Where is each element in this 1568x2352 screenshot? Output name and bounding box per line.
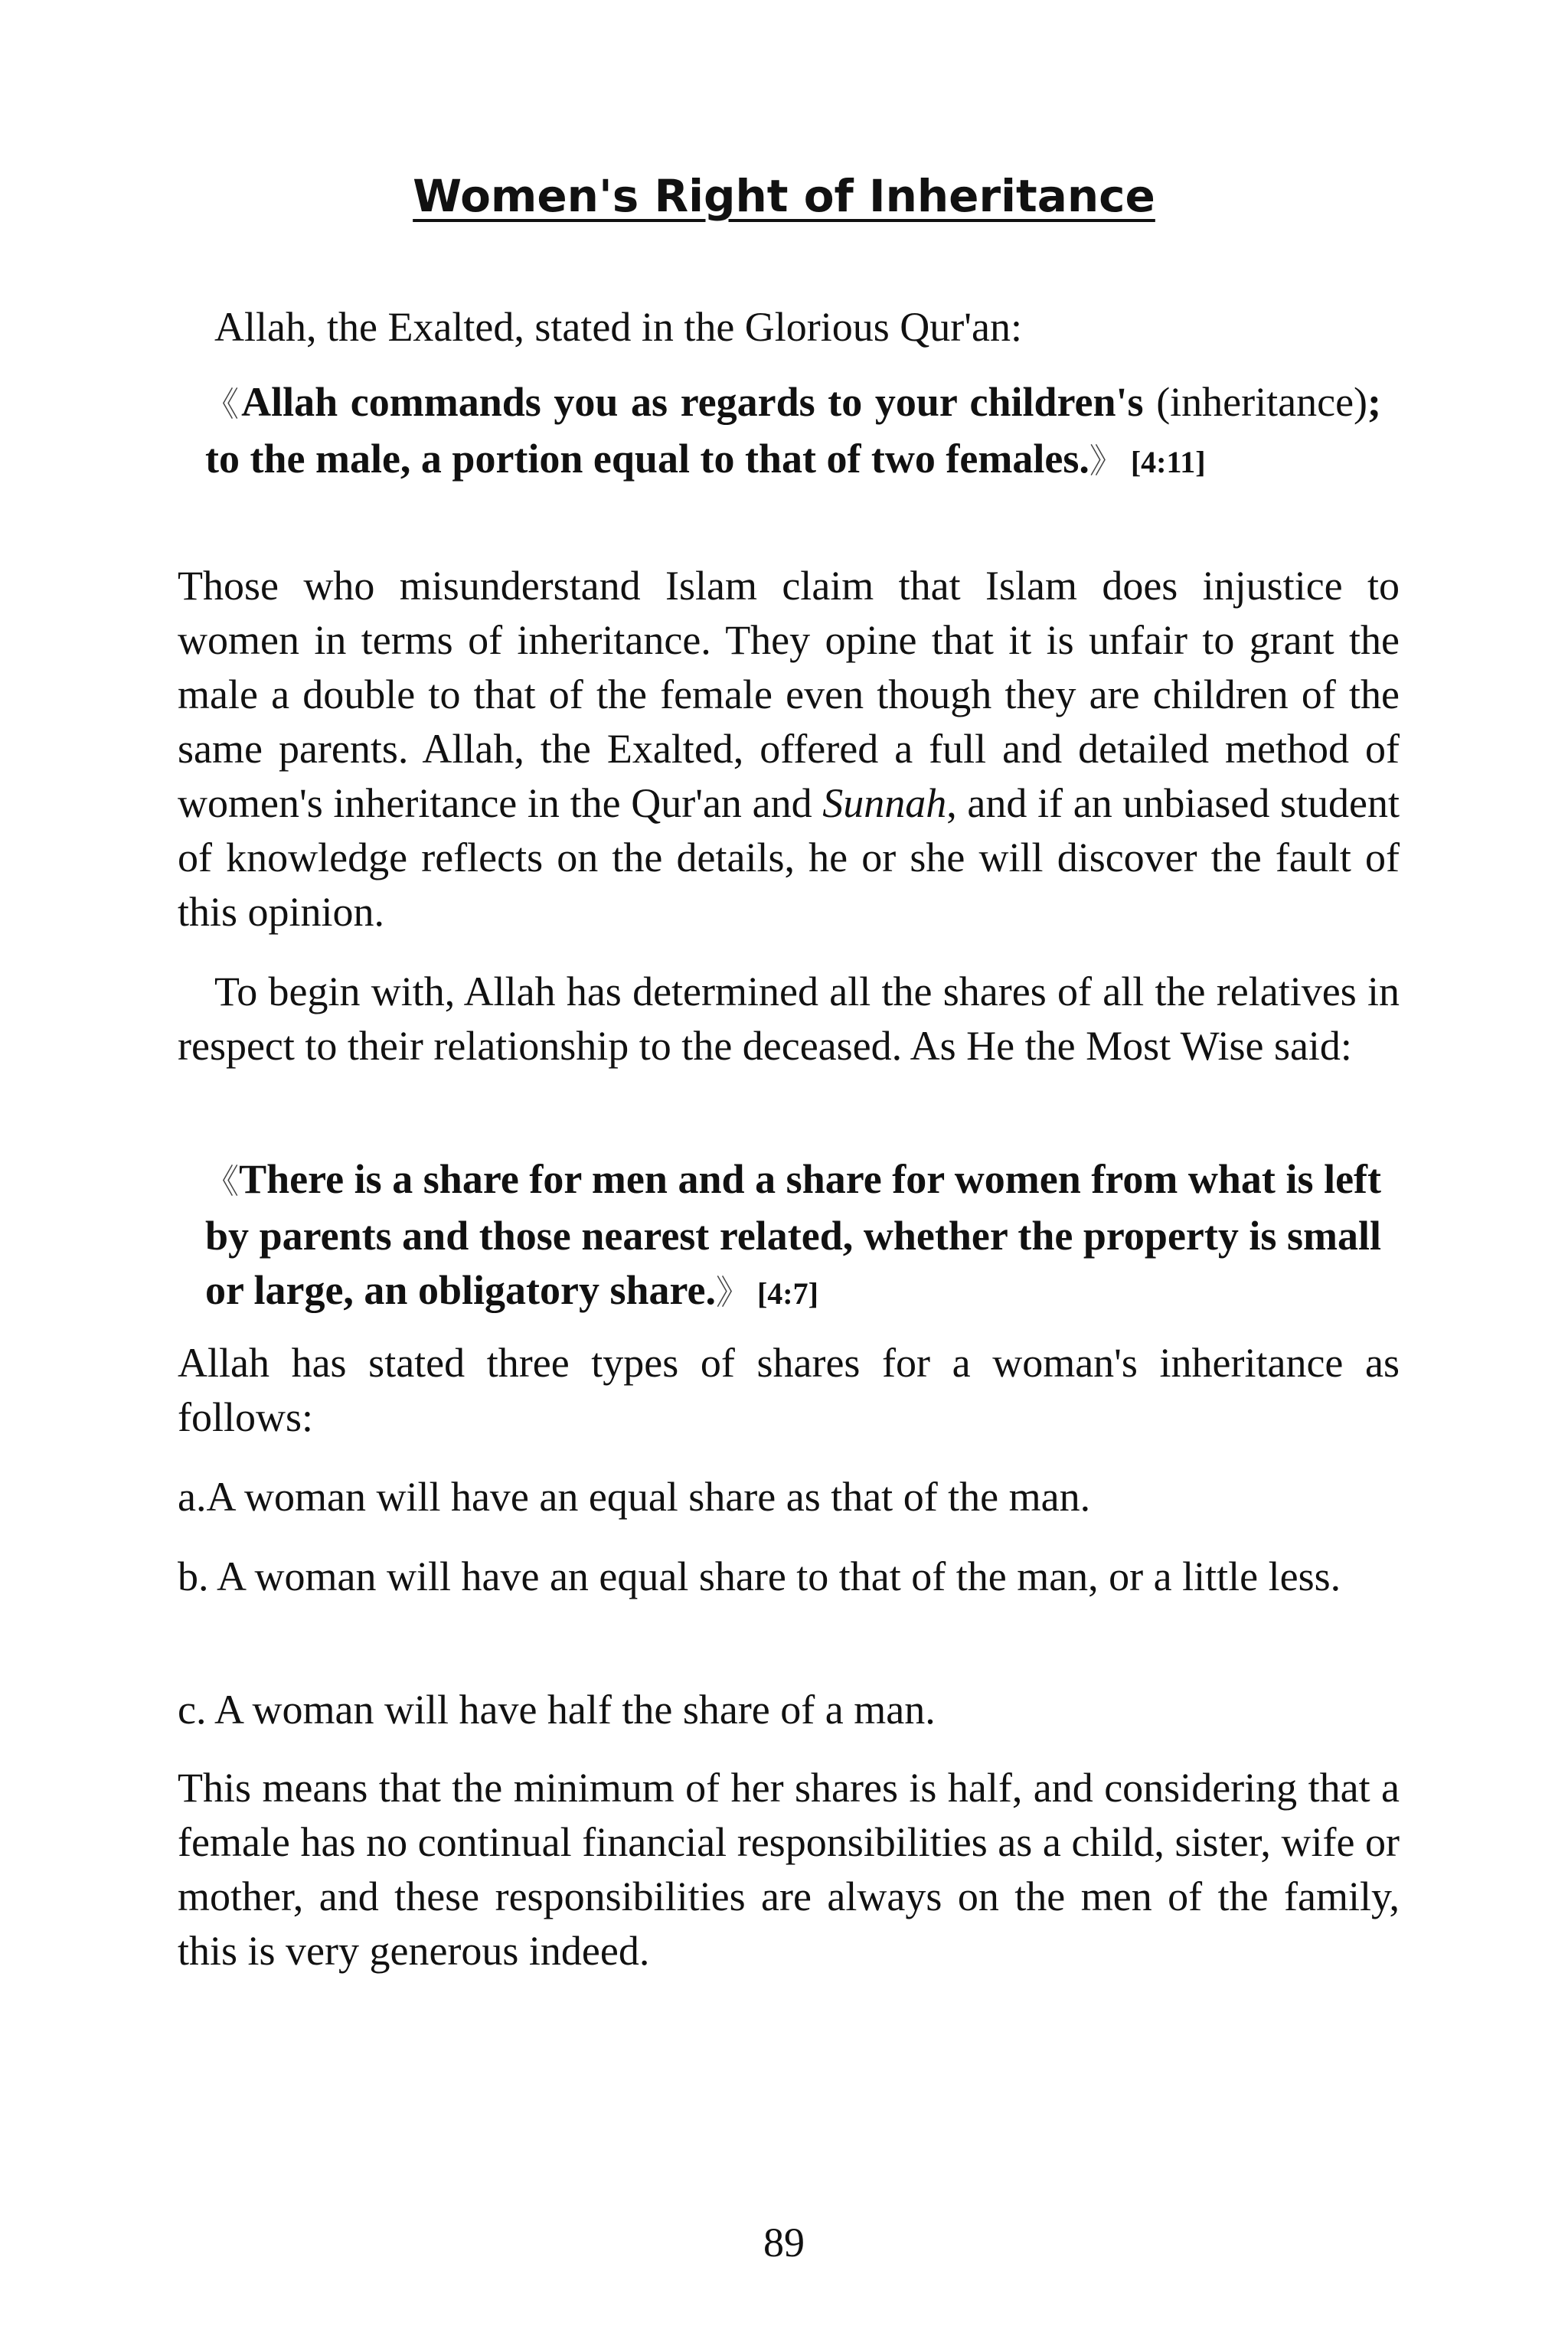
page-number: 89: [763, 2220, 805, 2265]
list-item-b: b. A woman will have an equal share to that of the man, or a little less.: [178, 1553, 1341, 1599]
paragraph-shares: To begin with, Allah has determined all the shares of all the relatives in respect to their relationship to the deceased. As He the Most Wise said:: [178, 969, 1400, 1069]
quran-verse-4-7: [205, 1152, 1381, 1321]
verse-text: There is a share for men and a share for women from what is left by parents and those nearest related, whether the property is small or large, an obligatory share.: [205, 1156, 1382, 1313]
paragraph-text: Those who misunderstand Islam claim that Islam does injustice to women in terms of inheritance. They opine that it is unfair to grant the male a double to that of the female even though they are children of the same parents. Allah, the Exalted, offered a full and detailed method of women's inheritance in the Qur'an and: [178, 563, 1400, 826]
page-title: Women's Right of Inheritance: [413, 170, 1155, 222]
verse-close-bracket: 》: [1089, 443, 1123, 480]
verse-open-bracket: 《: [205, 386, 242, 423]
intro-paragraph: Allah, the Exalted, stated in the Glorious Qur'an:: [214, 304, 1022, 350]
verse-text-part1: Allah commands you as regards to your children's: [241, 379, 1144, 425]
paragraph-misunderstanding: [178, 559, 1400, 939]
paragraph-text: , and if an unbiased student of knowledge reflects on the details, he or she will discover the fault of this opinion.: [178, 780, 1400, 935]
verse-reference: [4:11]: [1122, 445, 1206, 479]
verse-reference: [4:7]: [749, 1276, 818, 1311]
paragraph-conclusion: This means that the minimum of her shares is half, and considering that a female has no continual financial responsibilities as a child, sister, wife or mother, and these responsibilities are always on the men of the family, this is very generous indeed.: [178, 1765, 1400, 1974]
list-item-a: a.A woman will have an equal share as that of the man.: [178, 1474, 1091, 1520]
verse-text-plain: (inheritance): [1143, 379, 1368, 425]
paragraph-three-types: Allah has stated three types of shares for a woman's inheritance as follows:: [178, 1340, 1400, 1440]
verse-text-part2: ; to the male, a portion equal to that of two females.: [205, 379, 1382, 482]
verse-close-bracket: 》: [715, 1274, 750, 1312]
list-item-c: c. A woman will have half the share of a man.: [178, 1687, 936, 1733]
verse-open-bracket: 《: [205, 1163, 240, 1200]
paragraph-italic-term: Sunnah: [822, 780, 947, 826]
quran-verse-4-11: [205, 375, 1381, 489]
